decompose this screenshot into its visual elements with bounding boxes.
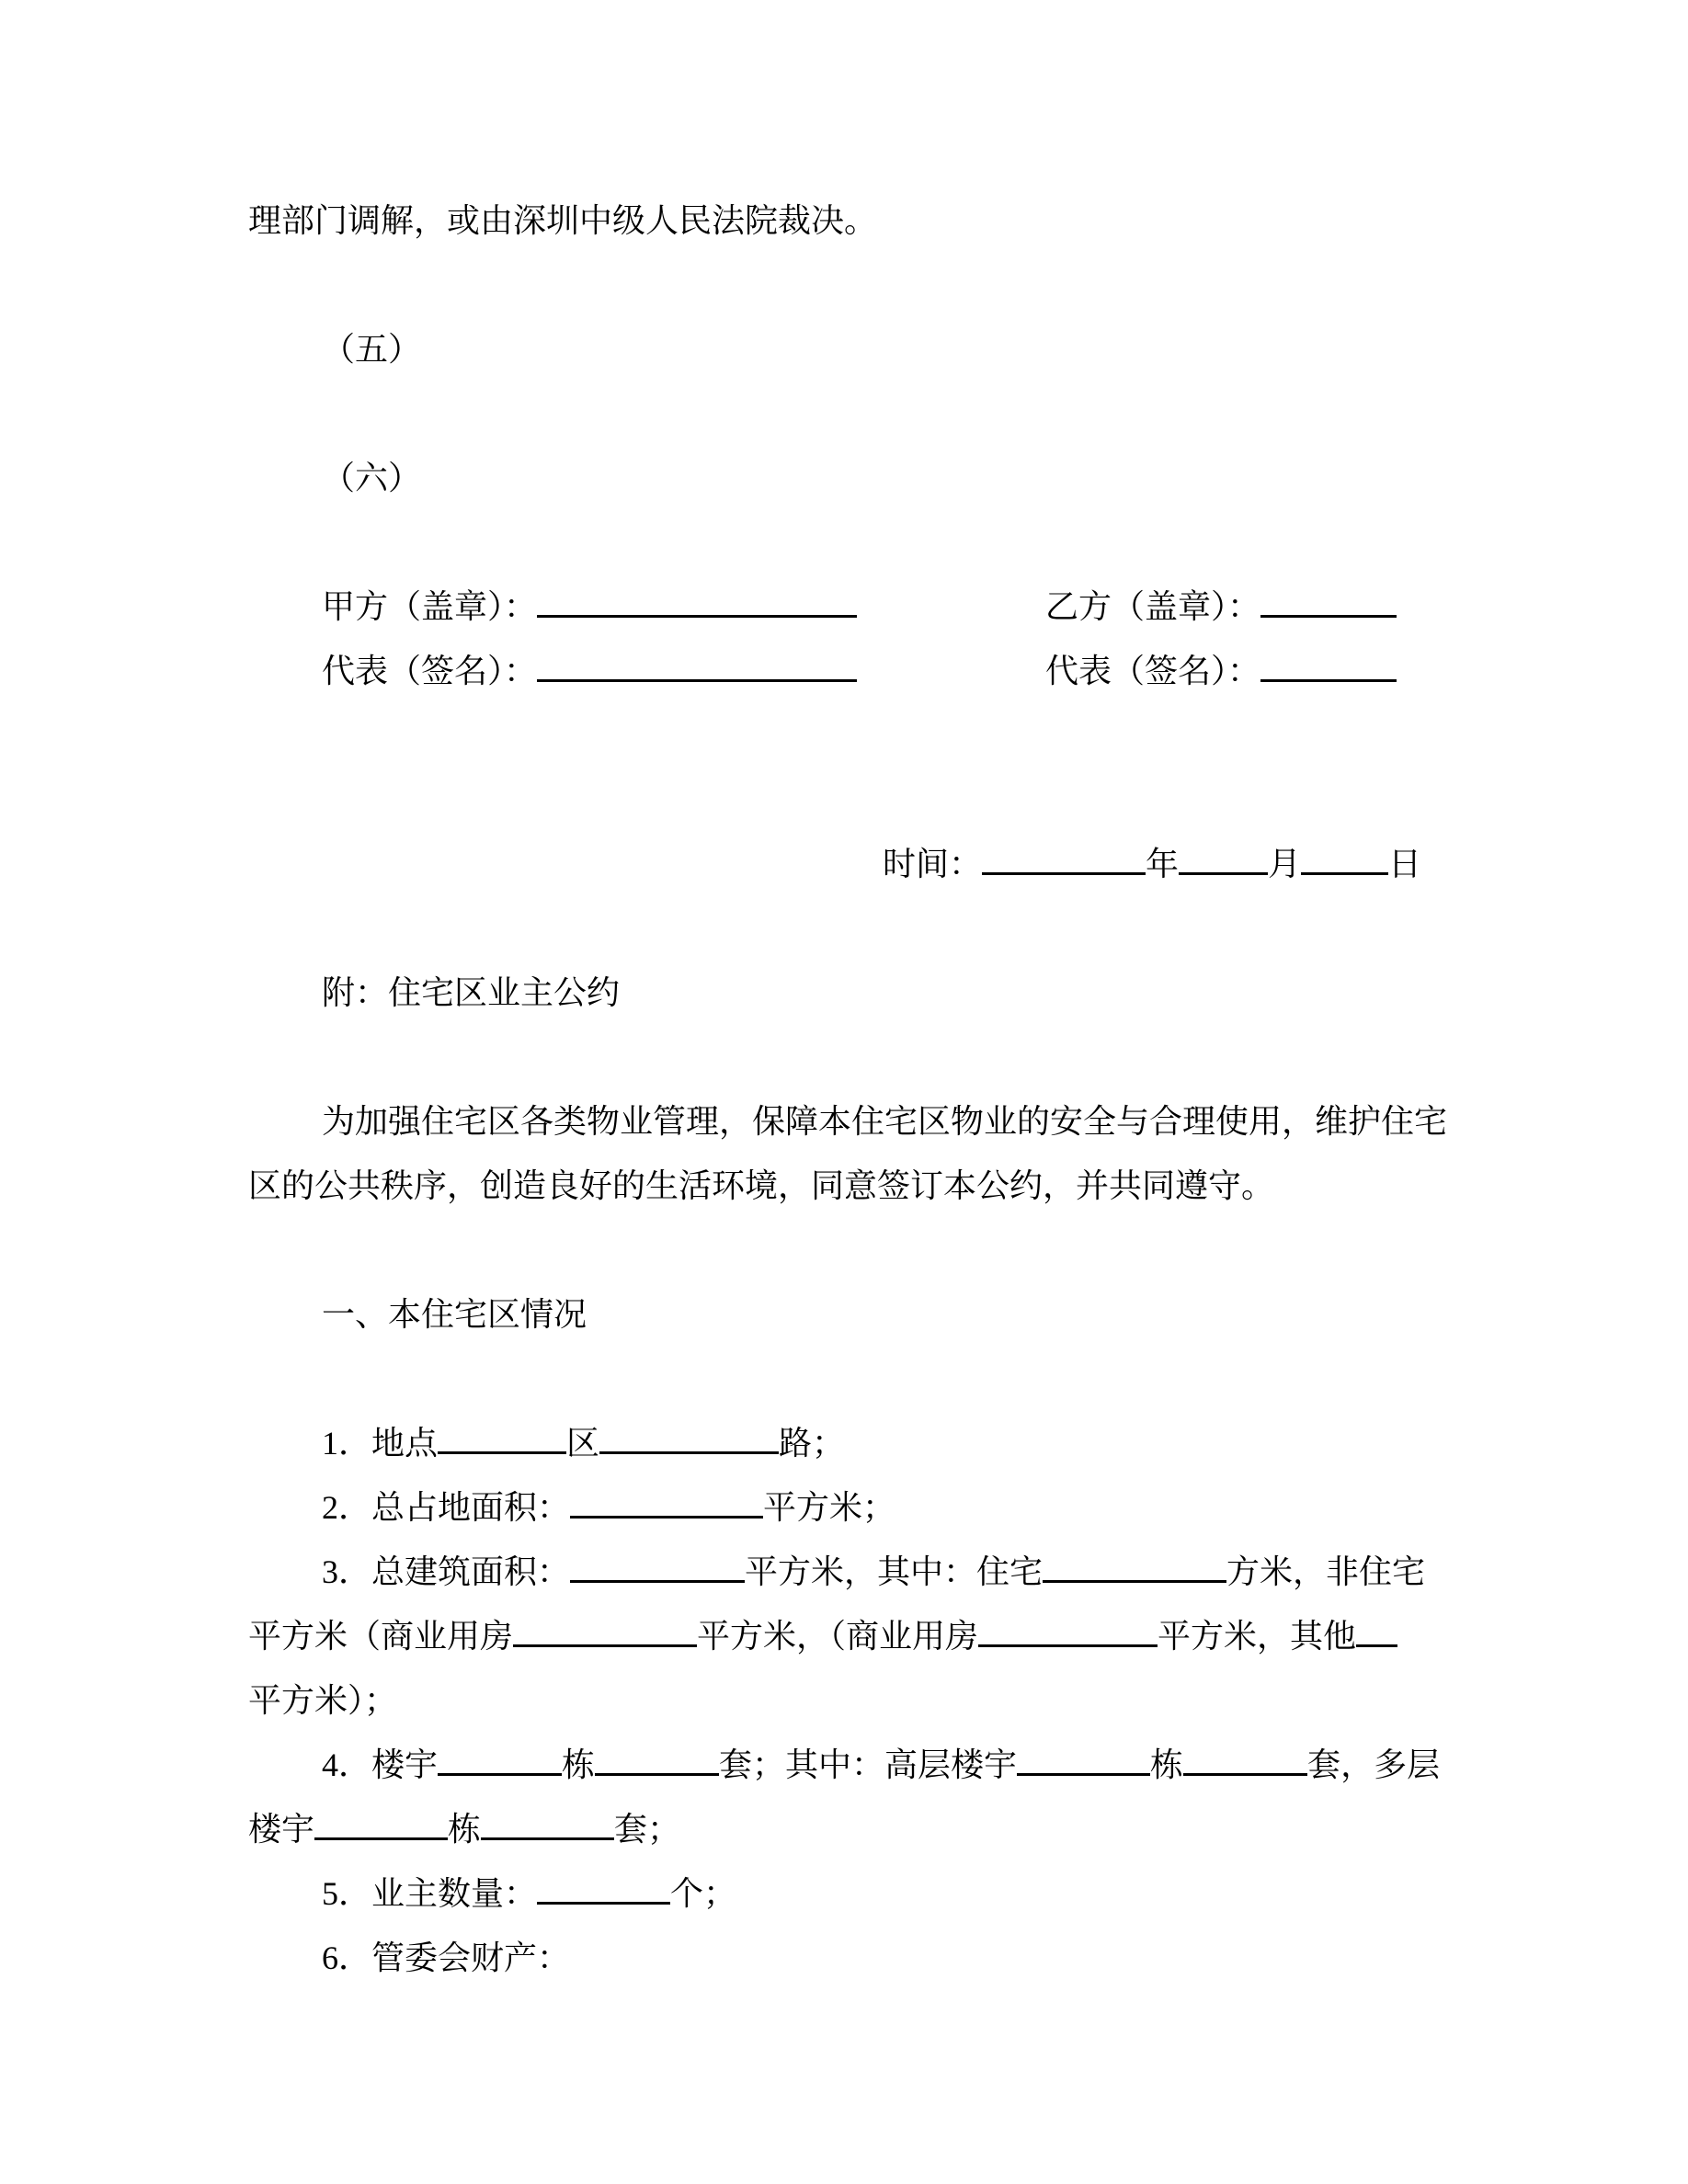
text-run: 套； [614,1811,681,1848]
text-run: 月 [1268,846,1302,882]
document-line [248,1861,1467,1926]
document-line [248,1926,1467,1990]
text-run: 平方米，（商业用房 [697,1618,979,1655]
document-line [248,1733,1467,1797]
fill-in-blank[interactable] [438,1418,566,1454]
text-run: 路； [779,1425,846,1462]
column-gap-spacer [857,681,1045,682]
text-run: 平方米）； [248,1682,398,1719]
fill-in-blank[interactable] [314,1804,448,1840]
fill-in-blank[interactable] [978,1611,1158,1647]
text-run: 2．总占地面积： [322,1489,571,1526]
fill-in-blank[interactable] [599,1418,779,1454]
document-line [248,1411,1467,1475]
fill-in-blank[interactable] [1017,1740,1150,1776]
document-line [248,446,1467,510]
fill-in-blank[interactable] [1183,1740,1307,1776]
text-run: 平方米，其他 [1158,1618,1357,1655]
text-run: 4．楼宇 [322,1746,439,1783]
document-line [248,1797,1467,1861]
text-run: 乙方（盖章）： [1045,588,1261,625]
fill-in-blank[interactable] [570,1483,763,1519]
text-run: 方米，非住宅 [1226,1553,1426,1590]
text-run: 区 [566,1425,600,1462]
fill-in-blank[interactable] [1356,1611,1397,1647]
text-run: 平方米（商业用房 [248,1618,514,1655]
text-run: （六） [322,460,422,496]
fill-in-blank[interactable] [1301,839,1388,875]
text-run: （五） [322,331,422,368]
text-run: 理部门调解，或由深圳中级人民法院裁决。 [248,202,878,239]
column-gap-spacer [857,617,1045,618]
document-line [248,832,1467,896]
text-run: 套，多层 [1307,1746,1441,1783]
text-run: 区的公共秩序，创造良好的生活环境，同意签订本公约，并共同遵守。 [248,1167,1275,1204]
fill-in-blank[interactable] [537,646,857,682]
text-run: 6．管委会财产： [322,1939,571,1976]
document-line [248,961,1467,1025]
document-line [248,1154,1467,1218]
text-run: 代表（签名）： [1045,653,1261,689]
text-run: 栋 [448,1811,482,1848]
text-run: 代表（签名）： [322,653,538,689]
fill-in-blank[interactable] [1043,1547,1226,1583]
fill-in-blank[interactable] [1179,839,1268,875]
document-line [248,574,1467,639]
text-run: 日 [1388,846,1422,882]
document-line [248,1540,1467,1604]
text-run: 平方米，其中：住宅 [745,1553,1044,1590]
fill-in-blank[interactable] [537,1869,670,1905]
document-line [248,1604,1467,1668]
fill-in-blank[interactable] [1260,646,1397,682]
document-line [248,639,1467,703]
text-run: 甲方（盖章）： [322,588,538,625]
text-run: 年 [1146,846,1180,882]
document-line [248,1668,1467,1733]
document-line [248,188,1467,253]
fill-in-blank[interactable] [537,582,857,618]
text-run: 1．地点 [322,1425,439,1462]
document-line [248,1282,1467,1347]
text-run: 栋 [562,1746,596,1783]
text-run: 为加强住宅区各类物业管理，保障本住宅区物业的安全与合理使用，维护住宅 [322,1103,1448,1140]
text-run: 套；其中：高层楼宇 [719,1746,1018,1783]
text-run: 一、本住宅区情况 [322,1296,587,1333]
fill-in-blank[interactable] [570,1547,745,1583]
text-run: 3．总建筑面积： [322,1553,571,1590]
text-run: 5．业主数量： [322,1875,538,1912]
text-run: 个； [670,1875,737,1912]
fill-in-blank[interactable] [513,1611,697,1647]
fill-in-blank[interactable] [438,1740,562,1776]
fill-in-blank[interactable] [1260,582,1397,618]
document-line [248,317,1467,381]
document-line [248,1089,1467,1154]
fill-in-blank[interactable] [481,1804,614,1840]
text-run: 附：住宅区业主公约 [322,974,621,1011]
text-run: 平方米； [763,1489,896,1526]
document-line [248,1475,1467,1540]
fill-in-blank[interactable] [595,1740,719,1776]
fill-in-blank[interactable] [982,839,1146,875]
text-run: 楼宇 [248,1811,315,1848]
text-run: 时间： [883,846,983,882]
text-run: 栋 [1150,1746,1184,1783]
